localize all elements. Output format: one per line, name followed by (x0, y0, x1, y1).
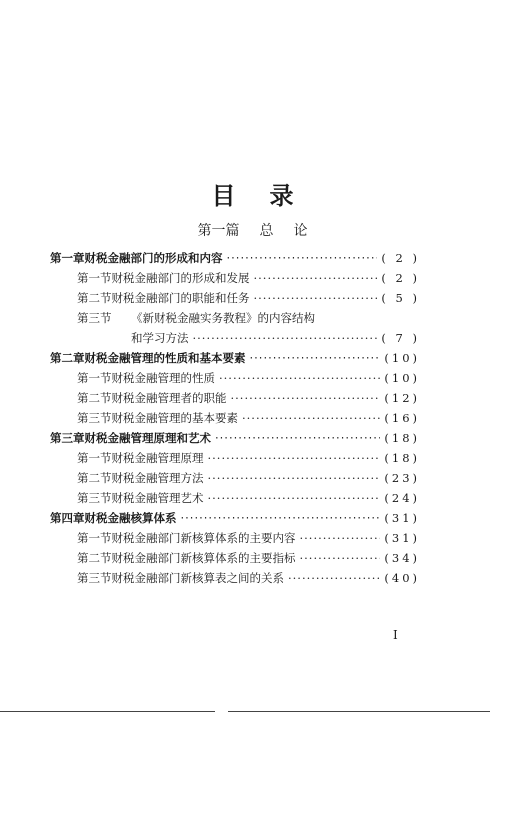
dot-leader (288, 568, 380, 588)
dot-leader (219, 368, 380, 388)
dot-leader (250, 348, 381, 368)
entry-number: 第三节 (77, 571, 112, 585)
dot-leader (300, 528, 381, 548)
entry-title: 财税金融管理方法 (111, 471, 204, 485)
entry-title: 财税金融部门的职能和任务 (111, 291, 250, 305)
page-number: ( 5 ) (381, 291, 420, 305)
entry-title: 财税金融部门新核算体系的主要内容 (111, 531, 296, 545)
page-number: (34) (384, 551, 420, 565)
dot-leader (254, 268, 378, 288)
part-number: 第一篇 (197, 223, 240, 239)
toc-entry-section (77, 288, 420, 308)
entry-number: 第一节 (77, 451, 112, 465)
dot-leader (208, 448, 381, 468)
entry-title: 财税金融部门新核算体系的主要指标 (111, 551, 296, 565)
entry-title: 财税金融管理的基本要素 (111, 411, 238, 425)
entry-number: 第二节 (77, 391, 112, 405)
page-number: ( 2 ) (381, 271, 420, 285)
part-title (0, 220, 505, 240)
page-number: (24) (384, 491, 420, 505)
entry-number: 第二章 (50, 351, 85, 365)
entry-title: 财税金融管理原理和艺术 (84, 431, 211, 445)
entry-number: 第三章 (50, 431, 85, 445)
page-number: (10) (384, 371, 420, 385)
page-number: ( 7 ) (381, 331, 420, 345)
toc-entry-chapter-1 (50, 248, 420, 268)
toc-entry-continuation (131, 328, 420, 348)
entry-title: 财税金融管理的性质 (111, 371, 215, 385)
entry-title: 和学习方法 (131, 331, 189, 345)
entry-number: 第三节 (77, 491, 112, 505)
entry-title: 财税金融管理原理 (111, 451, 204, 465)
page-number: (40) (384, 571, 420, 585)
toc-entry-section (77, 308, 315, 328)
page-number: (18) (384, 451, 420, 465)
entry-number: 第三节 (77, 311, 112, 325)
entry-number: 第二节 (77, 291, 112, 305)
page-title-part1: 目 (211, 182, 236, 210)
page-number: (12) (384, 391, 420, 405)
folio-page-number: I (393, 628, 398, 642)
dot-leader (300, 548, 381, 568)
toc-entry-section (77, 568, 420, 588)
toc-entry-section (77, 548, 420, 568)
dot-leader (231, 388, 381, 408)
toc-entry-section (77, 528, 420, 548)
page-number: (31) (384, 531, 420, 545)
entry-title: 财税金融管理者的职能 (111, 391, 227, 405)
toc-entry-section (77, 388, 420, 408)
entry-title: 财税金融部门新核算表之间的关系 (111, 571, 284, 585)
toc-entry-section (77, 448, 420, 468)
page-number: (31) (384, 511, 420, 525)
entry-title: 财税金融管理的性质和基本要素 (84, 351, 246, 365)
page-title-part2: 录 (269, 182, 294, 210)
dot-leader (208, 468, 381, 488)
dot-leader (181, 508, 381, 528)
entry-title: 财税金融核算体系 (84, 511, 177, 525)
entry-title: 财税金融管理艺术 (111, 491, 204, 505)
scan-edge-line (0, 711, 215, 712)
dot-leader (208, 488, 381, 508)
entry-number: 第一章 (50, 251, 85, 265)
entry-number: 第四章 (50, 511, 85, 525)
dot-leader (227, 248, 378, 268)
part-name-1: 总 (259, 223, 274, 239)
dot-leader (242, 408, 380, 428)
page-number: ( 2 ) (381, 251, 420, 265)
toc-entry-section (77, 488, 420, 508)
part-name-2: 论 (293, 223, 308, 239)
page-number: (10) (384, 351, 420, 365)
toc-entry-section (77, 368, 420, 388)
entry-title: 《新财税金融实务教程》的内容结构 (131, 311, 315, 325)
toc-entry-chapter-3 (50, 428, 420, 448)
dot-leader (215, 428, 380, 448)
entry-number: 第二节 (77, 471, 112, 485)
toc-entry-chapter-4 (50, 508, 420, 528)
page-title (0, 176, 505, 211)
entry-number: 第一节 (77, 371, 112, 385)
page-number: (18) (384, 431, 420, 445)
entry-number: 第一节 (77, 531, 112, 545)
entry-number: 第二节 (77, 551, 112, 565)
scan-edge-line (228, 711, 490, 712)
entry-title: 财税金融部门的形成和内容 (84, 251, 223, 265)
page-number: (23) (384, 471, 420, 485)
toc-entry-section (77, 468, 420, 488)
page-number: (16) (384, 411, 420, 425)
dot-leader (254, 288, 378, 308)
entry-number: 第三节 (77, 411, 112, 425)
toc-entry-section (77, 268, 420, 288)
toc-entry-chapter-2 (50, 348, 420, 368)
dot-leader (193, 328, 378, 348)
entry-title: 财税金融部门的形成和发展 (111, 271, 250, 285)
toc-entry-section (77, 408, 420, 428)
entry-number: 第一节 (77, 271, 112, 285)
